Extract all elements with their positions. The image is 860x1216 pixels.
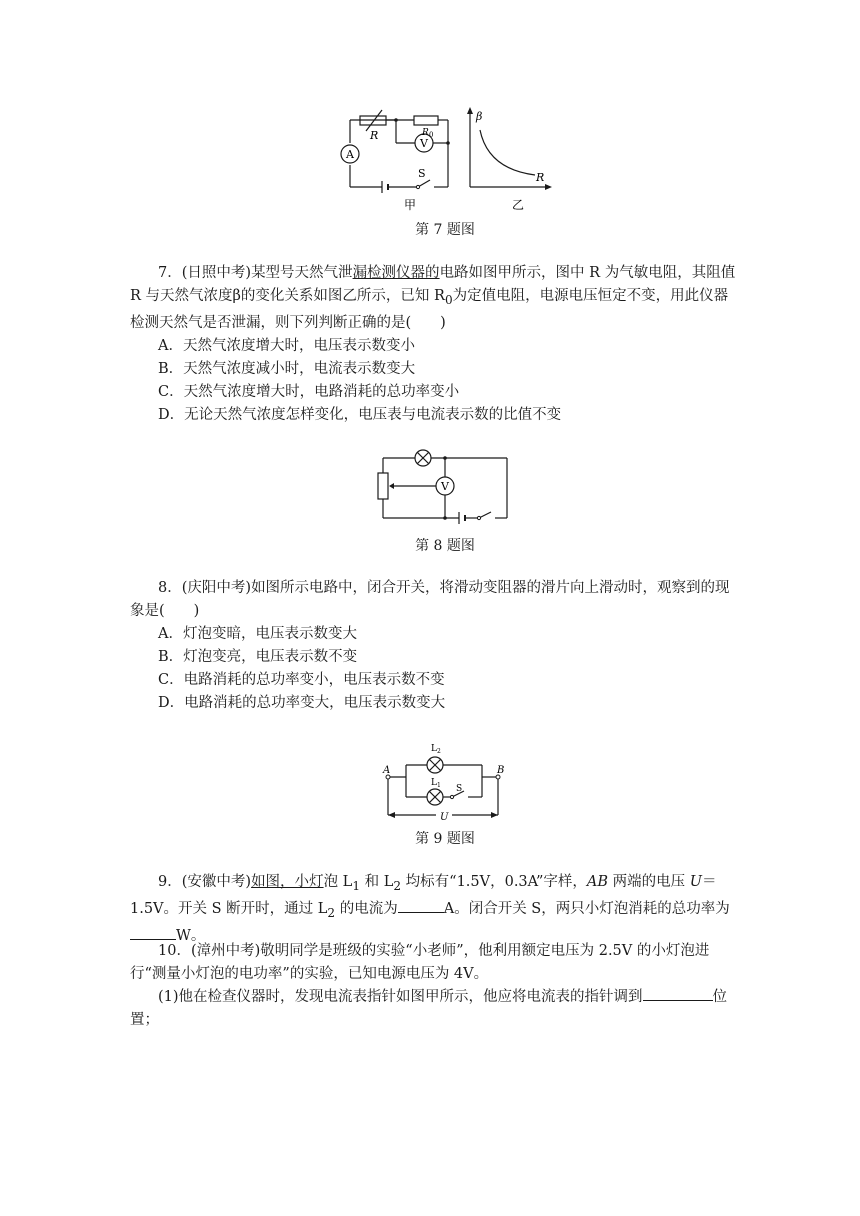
q9-text-8: W。 bbox=[176, 927, 206, 944]
figure-7-caption: 第 7 题图 bbox=[415, 222, 475, 238]
q7-text-3: 为定值电阻，电源电压恒定不变，用此仪器检测天然气是否泄漏，则下列判断正确的是( ) bbox=[130, 288, 729, 331]
q9-blank-power[interactable] bbox=[130, 925, 176, 940]
q8-source: (庆阳中考) bbox=[181, 580, 252, 596]
q9-sub-3: 2 bbox=[327, 905, 336, 920]
question-9 bbox=[130, 871, 740, 948]
question-7 bbox=[130, 262, 740, 427]
question-10 bbox=[130, 940, 740, 1032]
switch-s-label: S bbox=[456, 784, 463, 794]
q9-sub-2: 2 bbox=[393, 878, 402, 893]
q8-option-a: A．灯泡变暗，电压表示数变大 bbox=[158, 626, 357, 642]
q10-sub1-end: 位置； bbox=[130, 989, 728, 1028]
q10-sub1-text: (1)他在检查仪器时，发现电流表指针如图甲所示，他应将电流表的指针调到 bbox=[158, 989, 643, 1005]
q9-u: U bbox=[689, 874, 703, 890]
q9-ab: AB bbox=[586, 874, 609, 890]
q9-number: 9． bbox=[158, 874, 182, 890]
q8-option-d: D．电路消耗的总功率变大，电压表示数变大 bbox=[158, 695, 446, 711]
resistor-r-label: R bbox=[370, 129, 379, 142]
q7-number: 7． bbox=[158, 265, 182, 281]
q9-text-6: 的电流为 bbox=[335, 900, 398, 917]
q10-blank-position[interactable] bbox=[643, 986, 713, 1001]
q7-text-1: 某型号天然气泄 bbox=[251, 265, 353, 281]
q9-text-7: A。闭合开关 S，两只小灯泡消耗的总功率为 bbox=[443, 900, 730, 917]
q7-option-a: A．天然气浓度增大时，电压表示数变小 bbox=[158, 337, 415, 354]
voltmeter-label: V bbox=[441, 480, 449, 493]
q9-text-5: ＝1.5V。开关 S 断开时，通过 L bbox=[130, 874, 717, 917]
axis-beta-label: β bbox=[476, 110, 483, 123]
question-8 bbox=[130, 577, 740, 715]
switch-s-label: S bbox=[418, 167, 426, 180]
figure-8-caption: 第 8 题图 bbox=[415, 538, 475, 554]
q9-text-1: 泡 L bbox=[323, 874, 353, 890]
q9-sub-1: 1 bbox=[352, 878, 360, 893]
figure-9-circuit bbox=[378, 735, 518, 825]
voltage-u-label: U bbox=[440, 812, 449, 823]
q7-option-c: C．天然气浓度增大时，电路消耗的总功率变小 bbox=[158, 383, 460, 400]
q8-number: 8． bbox=[158, 580, 182, 596]
q9-source: (安徽中考) bbox=[181, 874, 252, 890]
sub-figure-yi: 乙 bbox=[512, 198, 525, 212]
q10-source: (漳州中考) bbox=[190, 943, 261, 959]
q9-text-2: 和 L bbox=[360, 874, 394, 890]
q10-text: 敬明同学是班级的实验“小老师”，他利用额定电压为 2.5V 的小灯泡进行“测量小灯泡的电功率”的实验，已知电源电压为 4V。 bbox=[130, 943, 710, 982]
q8-option-c: C．电路消耗的总功率变小，电压表示数不变 bbox=[158, 672, 445, 688]
sub-figure-jia: 甲 bbox=[404, 198, 417, 212]
lamp-l1-sub: 1 bbox=[437, 782, 441, 789]
resistor-r0-sub: 0 bbox=[429, 131, 434, 139]
q7-option-b: B．天然气浓度减小时，电流表示数变大 bbox=[158, 360, 416, 377]
resistor-r0-label: R bbox=[422, 128, 429, 138]
lamp-l2-sub: 2 bbox=[437, 748, 441, 755]
q7-text-underlined: 漏检测仪器的 bbox=[352, 265, 440, 281]
q9-text-3: 均标有“1.5V，0.3A”字样， bbox=[401, 874, 587, 890]
figure-9-caption: 第 9 题图 bbox=[415, 831, 475, 847]
q8-option-b: B．灯泡变亮，电压表示数不变 bbox=[158, 649, 358, 665]
node-b-label: B bbox=[497, 765, 505, 776]
axis-r-label: R bbox=[536, 171, 545, 184]
ammeter-label: A bbox=[346, 148, 354, 161]
q7-text-2: 电路如图甲所示，图中 R 为气敏电阻，其阻值 R 与天然气浓度β的变化关系如图乙所示，已知 R bbox=[130, 265, 736, 304]
q10-number: 10． bbox=[158, 943, 191, 959]
q9-text-4: 两端的电压 bbox=[608, 874, 690, 890]
node-a-label: A bbox=[383, 765, 391, 776]
voltmeter-label: V bbox=[420, 137, 428, 150]
q9-blank-current[interactable] bbox=[398, 898, 444, 913]
q9-text-underlined: 如图，小灯 bbox=[251, 874, 324, 890]
q8-text: 如图所示电路中，闭合开关，将滑动变阻器的滑片向上滑动时，观察到的现象是( ) bbox=[130, 580, 730, 619]
q7-source: (日照中考) bbox=[181, 265, 252, 281]
figure-7-circuit bbox=[330, 105, 570, 215]
q7-option-d: D．无论天然气浓度怎样变化，电压表与电流表示数的比值不变 bbox=[158, 406, 562, 423]
lamp-l2-label: L bbox=[431, 744, 437, 754]
figure-8-circuit bbox=[375, 445, 515, 525]
lamp-l1-label: L bbox=[431, 778, 437, 788]
q7-sub-0: 0 bbox=[444, 292, 453, 307]
